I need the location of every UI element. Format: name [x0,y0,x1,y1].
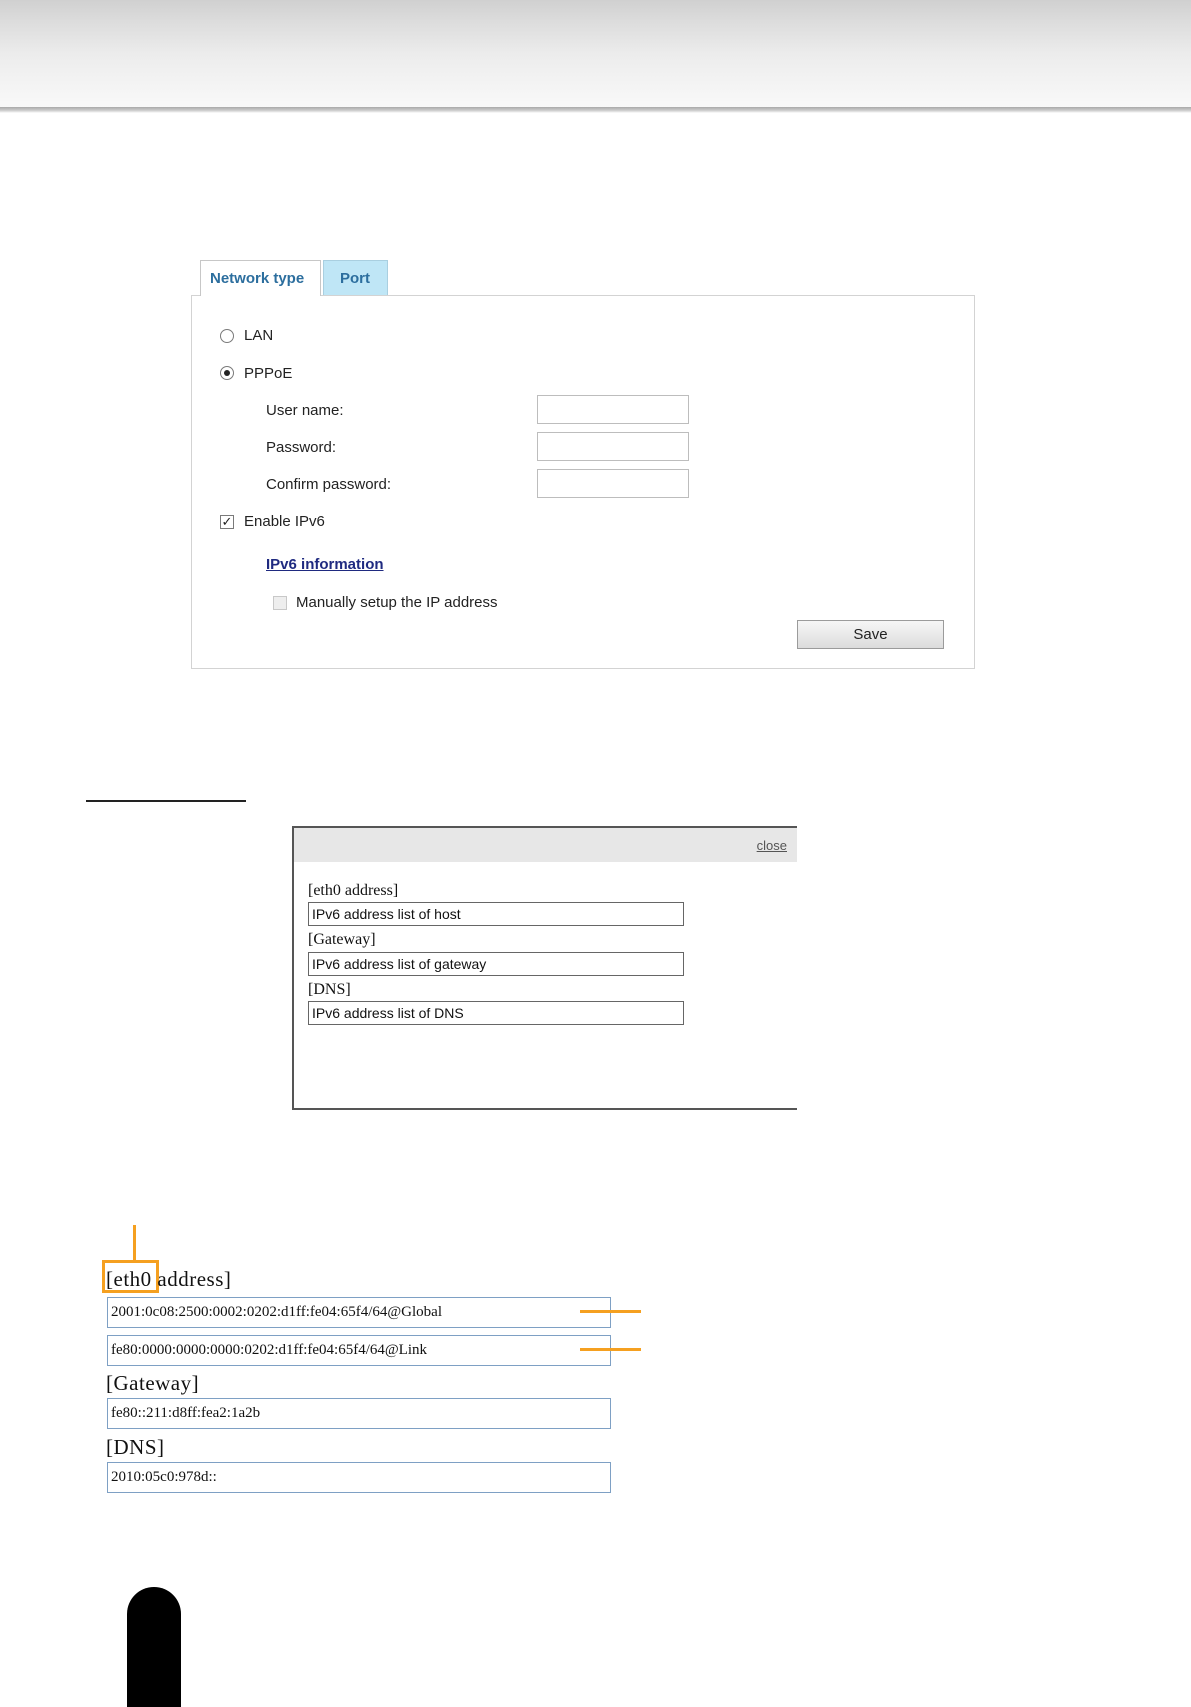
example-dns-heading: [DNS] [106,1435,165,1459]
enable-ipv6-label: Enable IPv6 [244,513,325,530]
password-input[interactable] [537,432,689,461]
password-label: Password: [266,439,337,456]
ipv6-information-link[interactable]: IPv6 information [266,556,384,573]
header-divider [0,107,1191,113]
callout-line-global [580,1310,641,1313]
manual-ip-checkbox[interactable] [273,596,287,610]
check-icon: ✓ [221,514,233,529]
example-gateway-field: fe80::211:d8ff:fea2:1a2b [107,1398,611,1429]
dns-heading: [DNS] [308,981,351,998]
eth0-address-field: IPv6 address list of host [308,902,684,926]
user-name-input[interactable] [537,395,689,424]
dns-field: IPv6 address list of DNS [308,1001,684,1025]
lan-radio[interactable] [220,329,234,343]
ipv6-information-popup [292,826,797,1110]
page-index-tab [127,1587,181,1707]
page-header-band [0,0,1191,108]
example-dns-field: 2010:05c0:978d:: [107,1462,611,1493]
example-eth0-global-field: 2001:0c08:2500:0002:0202:d1ff:fe04:65f4/64@Global [107,1297,611,1328]
callout-line-link [580,1348,641,1351]
manual-ip-label: Manually setup the IP address [296,594,498,611]
example-eth0-heading [106,1267,231,1292]
gateway-field: IPv6 address list of gateway [308,952,684,976]
example-gateway-heading: [Gateway] [106,1371,200,1395]
pppoe-radio[interactable] [220,366,234,380]
eth0-address-heading: [eth0 address] [308,882,399,899]
pppoe-label: PPPoE [244,365,293,382]
user-name-label: User name: [266,402,344,419]
popup-title-bar [294,828,797,862]
save-button[interactable]: Save [797,620,944,649]
confirm-password-input[interactable] [537,469,689,498]
example-address-label: address] [151,1267,232,1291]
confirm-password-label: Confirm password: [266,476,392,493]
example-eth0-link-field: fe80:0000:0000:0000:0202:d1ff:fe04:65f4/64@Link [107,1335,611,1366]
example-eth0-label: [eth0 [106,1267,152,1291]
tab-port[interactable]: Port [323,260,388,296]
gateway-heading: [Gateway] [308,931,376,948]
enable-ipv6-checkbox[interactable] [220,515,234,529]
section-underline [86,800,246,802]
close-link[interactable]: close [756,838,787,853]
tab-network-type[interactable]: Network type [200,260,321,296]
callout-line-eth0 [133,1225,136,1261]
lan-label: LAN [244,327,274,344]
